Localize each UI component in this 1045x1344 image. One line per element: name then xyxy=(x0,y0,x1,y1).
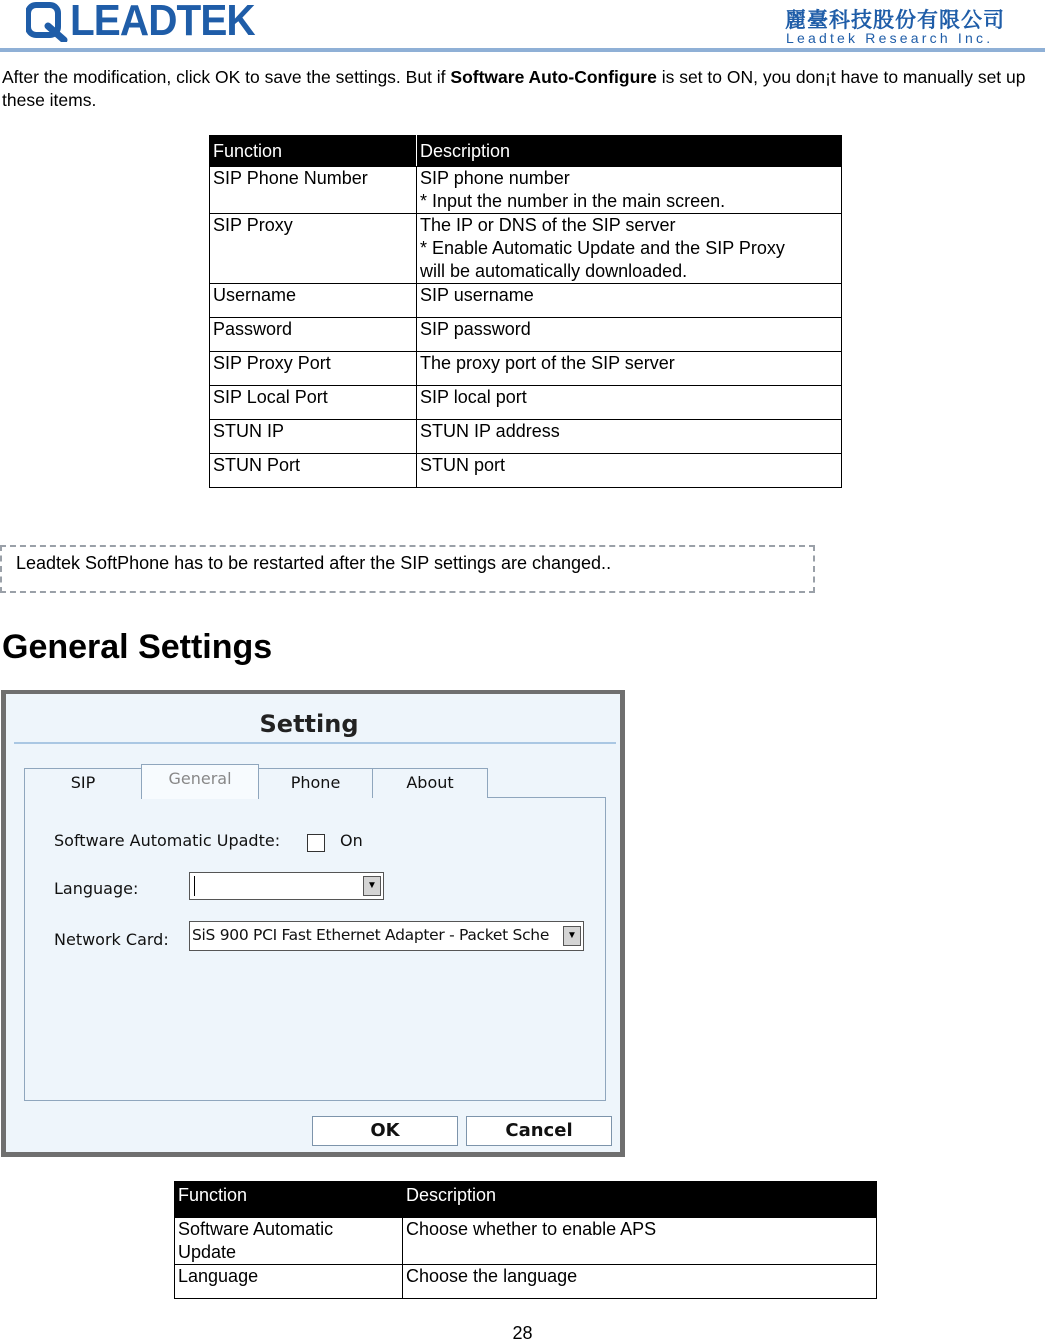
function-cell xyxy=(210,420,417,454)
description-text: SIP local port xyxy=(420,387,527,407)
intro-bold-term: Software Auto-Configure xyxy=(450,67,657,87)
table-row xyxy=(210,214,842,284)
table-row xyxy=(210,352,842,386)
function-text: Username xyxy=(213,285,297,305)
dialog-window xyxy=(6,694,620,1152)
description-cell xyxy=(417,167,842,214)
section-title: General Settings xyxy=(2,628,273,666)
table-row xyxy=(210,318,842,352)
function-cell xyxy=(210,284,417,318)
table-row xyxy=(210,167,842,214)
function-text: Language xyxy=(178,1266,259,1286)
description-cell xyxy=(417,214,842,284)
tab-sip[interactable]: SIP xyxy=(24,768,142,798)
intro-text-before: After the modification, click OK to save the settings. But if xyxy=(2,67,451,87)
table-row xyxy=(210,420,842,454)
header-description: Description xyxy=(403,1182,877,1218)
page-number: 28 xyxy=(512,1323,533,1343)
description-cell xyxy=(403,1218,877,1265)
function-cell xyxy=(175,1265,403,1299)
auto-update-option-label: On xyxy=(340,831,363,850)
description-text: SIP username xyxy=(420,285,534,305)
ok-button[interactable]: OK xyxy=(312,1116,458,1146)
cancel-button[interactable]: Cancel xyxy=(466,1116,612,1146)
description-text: SIP phone number xyxy=(420,168,570,188)
language-label: Language: xyxy=(54,879,139,898)
function-cell xyxy=(175,1218,403,1265)
description-text: Choose the language xyxy=(406,1266,578,1286)
function-cell xyxy=(210,352,417,386)
network-card-dropdown-arrow-icon[interactable]: ▼ xyxy=(563,926,581,946)
table-row xyxy=(175,1218,877,1265)
description-cell xyxy=(417,454,842,488)
function-text: Software Automatic xyxy=(178,1219,334,1239)
note-text: Leadtek SoftPhone has to be restarted after the SIP settings are changed.. xyxy=(16,553,612,573)
function-cell xyxy=(210,167,417,214)
header-description: Description xyxy=(417,136,842,167)
description-text: SIP password xyxy=(420,319,531,339)
tab-phone[interactable]: Phone xyxy=(258,768,373,798)
network-card-select[interactable] xyxy=(189,921,584,951)
tab-about[interactable]: About xyxy=(372,768,488,798)
table-row xyxy=(210,284,842,318)
leadtek-logo-icon xyxy=(26,2,70,42)
description-cell xyxy=(417,420,842,454)
page-header xyxy=(0,0,1045,52)
auto-update-label: Software Automatic Upadte: xyxy=(54,831,281,850)
description-cell xyxy=(417,386,842,420)
logo-text: LEADTEK xyxy=(70,0,255,45)
function-text: SIP Proxy Port xyxy=(213,353,331,373)
function-text: SIP Proxy xyxy=(213,215,293,235)
function-cell xyxy=(210,454,417,488)
company-name-english: Leadtek Research Inc. xyxy=(786,30,994,46)
company-name-chinese: 麗臺科技股份有限公司 xyxy=(785,8,1005,32)
function-cell xyxy=(210,386,417,420)
description-cell xyxy=(417,284,842,318)
network-card-label: Network Card: xyxy=(54,930,169,949)
table-row xyxy=(210,386,842,420)
description-text: Choose whether to enable APS xyxy=(406,1219,657,1239)
auto-update-checkbox[interactable] xyxy=(307,834,325,852)
description-text: * Enable Automatic Update and the SIP Proxy xyxy=(420,238,785,258)
table-row xyxy=(175,1265,877,1299)
sip-settings-table xyxy=(209,135,842,488)
description-text: STUN port xyxy=(420,455,506,475)
text-caret xyxy=(194,876,195,896)
language-select[interactable] xyxy=(189,872,384,900)
description-text: The proxy port of the SIP server xyxy=(420,353,675,373)
dialog-title: Setting xyxy=(259,710,359,738)
description-cell xyxy=(403,1265,877,1299)
function-cell xyxy=(210,318,417,352)
language-dropdown-arrow-icon[interactable]: ▼ xyxy=(363,876,381,896)
intro-text-after: is set to ON, you don¡t have to manually set up these items. xyxy=(2,67,1026,110)
function-text: STUN Port xyxy=(213,455,301,475)
description-text: The IP or DNS of the SIP server xyxy=(420,215,676,235)
function-text: STUN IP xyxy=(213,421,285,441)
settings-dialog-screenshot xyxy=(1,690,625,1157)
general-settings-table xyxy=(174,1181,877,1299)
table-row xyxy=(210,454,842,488)
function-text: SIP Local Port xyxy=(213,387,328,407)
description-text: * Input the number in the main screen. xyxy=(420,191,726,211)
description-cell xyxy=(417,318,842,352)
table-header-row xyxy=(210,136,842,167)
description-text: STUN IP address xyxy=(420,421,560,441)
header-function: Function xyxy=(175,1182,403,1218)
function-cell xyxy=(210,214,417,284)
intro-paragraph xyxy=(2,66,1032,112)
tab-general[interactable]: General xyxy=(141,764,259,799)
header-function: Function xyxy=(210,136,417,167)
title-divider xyxy=(14,742,616,744)
network-card-value: SiS 900 PCI Fast Ethernet Adapter - Packet Sche xyxy=(192,926,550,944)
function-text: Password xyxy=(213,319,293,339)
header-rule xyxy=(0,48,1045,52)
function-text: Update xyxy=(178,1242,237,1262)
description-cell xyxy=(417,352,842,386)
table-header-row xyxy=(175,1182,877,1218)
function-text: SIP Phone Number xyxy=(213,168,368,188)
description-text: will be automatically downloaded. xyxy=(420,261,688,281)
